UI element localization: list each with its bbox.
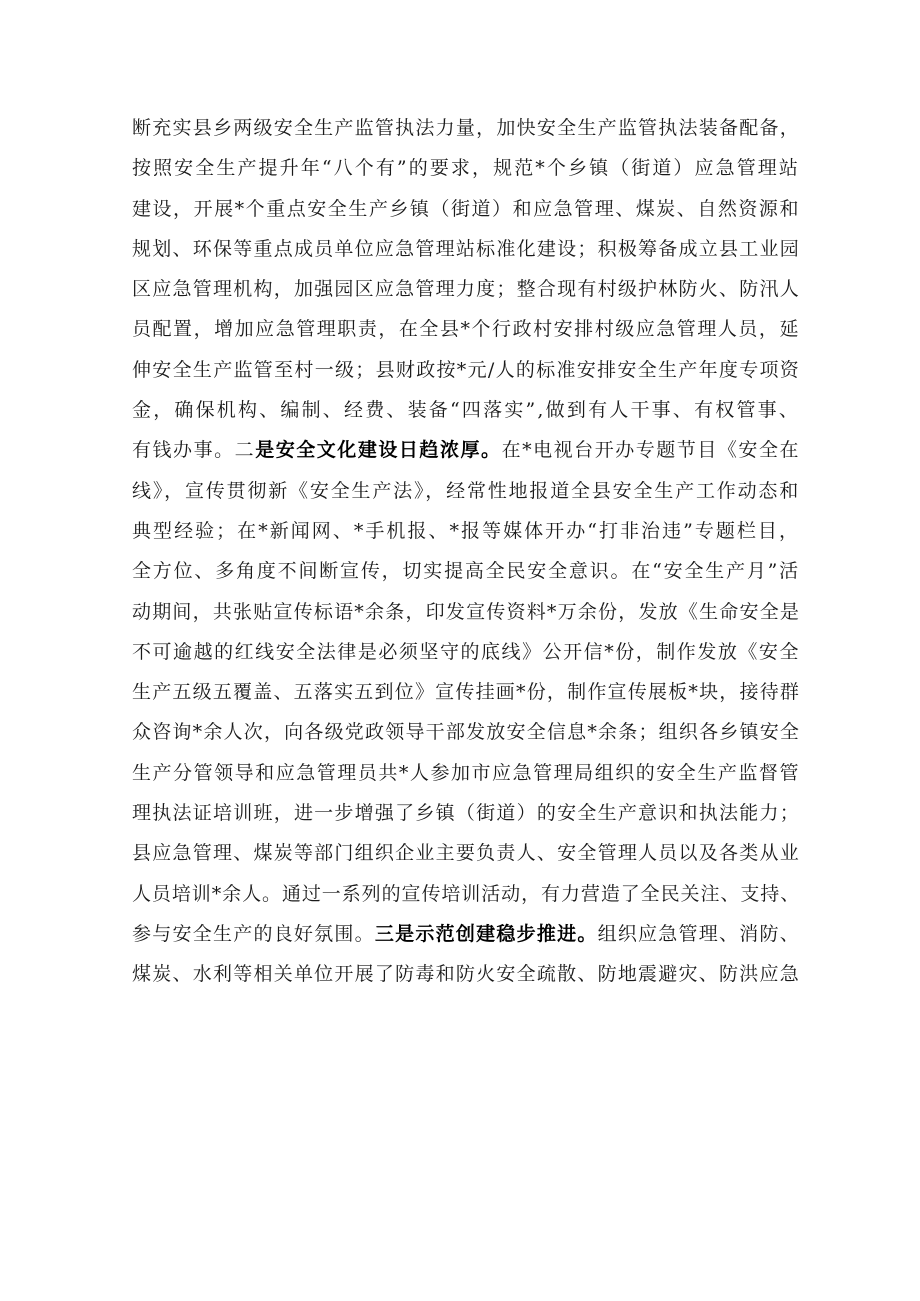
text-run: 动期间，共张贴宣传标语*余条，印发宣传资料*万余份，发放《生命安全是 bbox=[132, 600, 801, 623]
text-run: 线》，宣传贯彻新《安全生产法》，经常性地报道全县安全生产工作动态和 bbox=[132, 479, 801, 502]
text-line bbox=[132, 833, 800, 873]
text-line bbox=[132, 874, 800, 914]
text-run: 金，确保机构、编制、经费、装备“四落实”,做到有人干事、有权管事、 bbox=[132, 399, 801, 422]
text-line bbox=[132, 471, 800, 511]
text-line bbox=[132, 269, 800, 309]
text-run: 众咨询*余人次，向各级党政领导干部发放安全信息*余条；组织各乡镇安全 bbox=[132, 721, 801, 744]
text-run: 生产五级五覆盖、五落实五到位》宣传挂画*份，制作宣传展板*块，接待群 bbox=[132, 681, 801, 704]
text-run: 员配置，增加应急管理职责，在全县*个行政村安排村级应急管理人员，延 bbox=[132, 318, 800, 341]
text-line bbox=[132, 511, 800, 551]
text-run: 规划、环保等重点成员单位应急管理站标准化建设；积极筹备成立县工业园 bbox=[132, 237, 800, 260]
text-line bbox=[132, 712, 800, 752]
text-run: 典型经验；在*新闻网、*手机报、*报等媒体开办“打非治违”专题栏目， bbox=[132, 519, 800, 542]
text-run: 按照安全生产提升年“八个有”的要求，规范*个乡镇（街道）应急管理站 bbox=[132, 157, 800, 180]
text-run: 有钱办事。二 bbox=[132, 439, 256, 462]
text-line bbox=[132, 148, 800, 188]
text-run: 伸安全生产监管至村一级；县财政按*元/人的标准安排安全生产年度专项资 bbox=[132, 358, 801, 381]
section-heading-three: 三是示范创建稳步推进。 bbox=[374, 922, 598, 945]
text-line bbox=[132, 229, 800, 269]
text-line bbox=[132, 753, 800, 793]
text-run: 参与安全生产的良好氛围。 bbox=[132, 922, 375, 945]
text-line bbox=[132, 430, 800, 470]
section-heading-two: 是安全文化建设日趋浓厚。 bbox=[255, 439, 502, 462]
text-run: 不可逾越的红线安全法律是必须坚守的底线》公开信*份，制作发放《安全 bbox=[132, 640, 800, 663]
text-run: 理执法证培训班，进一步增强了乡镇（街道）的安全生产意识和执法能力； bbox=[132, 802, 800, 825]
text-line bbox=[132, 592, 800, 632]
text-line bbox=[132, 189, 800, 229]
text-line bbox=[132, 632, 800, 672]
text-run: 煤炭、水利等相关单位开展了防毒和防火安全疏散、防地震避灾、防洪应急 bbox=[132, 963, 800, 986]
text-run: 人员培训*余人。通过一系列的宣传培训活动，有力营造了全民关注、支持、 bbox=[132, 882, 801, 905]
text-line bbox=[132, 793, 800, 833]
text-run: 在*电视台开办专题节目《安全在 bbox=[501, 439, 801, 462]
text-line bbox=[132, 350, 800, 390]
text-run: 组织应急管理、消防、 bbox=[597, 922, 800, 945]
text-line bbox=[132, 954, 800, 994]
text-line bbox=[132, 108, 800, 148]
text-line bbox=[132, 390, 800, 430]
text-run: 建设，开展*个重点安全生产乡镇（街道）和应急管理、煤炭、自然资源和 bbox=[132, 197, 800, 220]
text-line bbox=[132, 672, 800, 712]
body-text bbox=[132, 108, 800, 995]
text-line bbox=[132, 309, 800, 349]
text-run: 县应急管理、煤炭等部门组织企业主要负责人、安全管理人员以及各类从业 bbox=[132, 842, 800, 865]
text-run: 断充实县乡两级安全生产监管执法力量，加快安全生产监管执法装备配备， bbox=[132, 117, 800, 139]
text-line bbox=[132, 551, 800, 591]
text-run: 生产分管领导和应急管理员共*人参加市应急管理局组织的安全生产监督管 bbox=[132, 761, 800, 784]
text-line bbox=[132, 914, 800, 954]
text-run: 区应急管理机构，加强园区应急管理力度；整合现有村级护林防火、防汛人 bbox=[132, 278, 800, 301]
text-run: 全方位、多角度不间断宣传，切实提高全民安全意识。在“安全生产月”活 bbox=[132, 560, 800, 583]
